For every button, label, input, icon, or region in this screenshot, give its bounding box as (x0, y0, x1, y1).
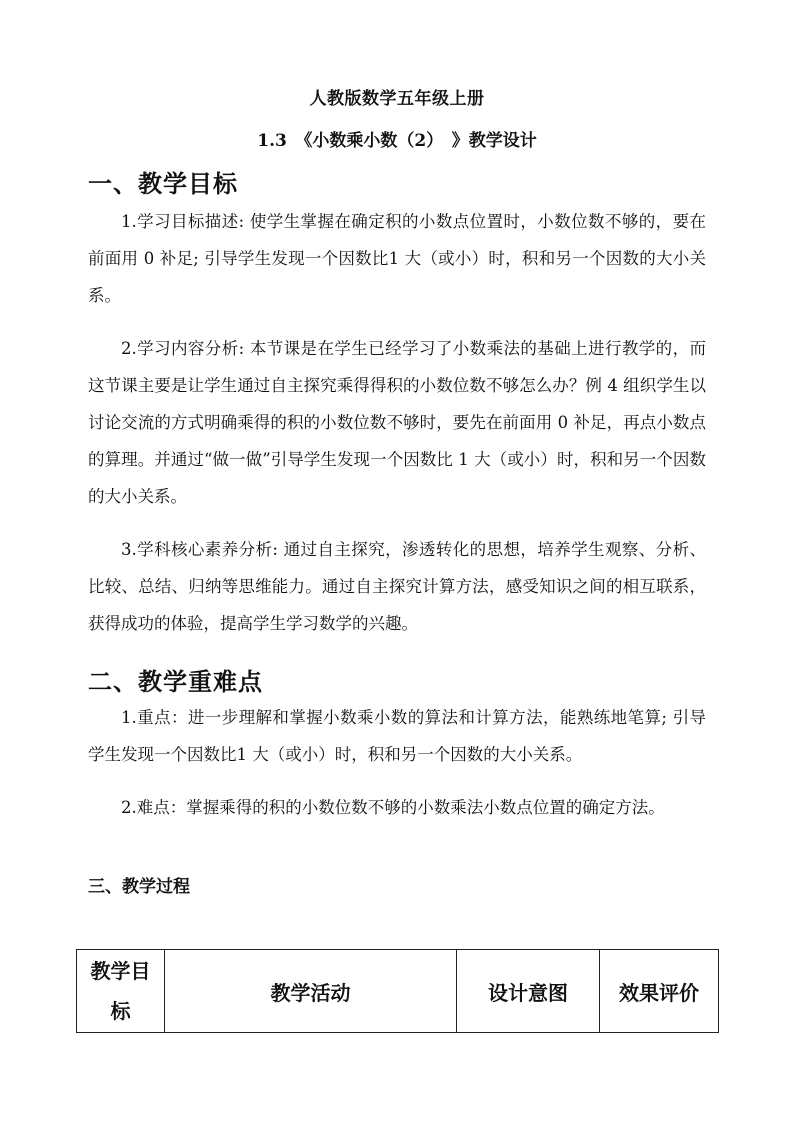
header-teaching-goal-line1: 教学目 (90, 959, 151, 983)
table-header-row (77, 950, 719, 1033)
paragraph-content-analysis: 2.学习内容分析: 本节课是在学生已经学习了小数乘法的基础上进行教学的，而这节课主要是让学生通过自主探究乘得得积的小数位数不够怎么办？例 4 组织学生以讨论交流的方式明确乘得的积的小数位数不够时，要先在前面用 0 补足，再点小数点的算理。并通过“做一做”引导学生发现一个因数比 1 大（或小）时，积和另一个因数的大小关系。 (88, 339, 706, 506)
header-teaching-goal (77, 950, 165, 1033)
section-heading-key-points: 二、教学重难点 (88, 667, 263, 696)
paragraph-objective-description: 1.学习目标描述: 使学生掌握在确定积的小数点位置时，小数位数不够的，要在前面用 0 补足; 引导学生发现一个因数比1 大（或小）时，积和另一个因数的大小关系。 (88, 212, 706, 305)
header-teaching-activity: 教学活动 (165, 950, 457, 1033)
paragraph-key-point: 1.重点：进一步理解和掌握小数乘小数的算法和计算方法，能熟练地笔算; 引导学生发现一个因数比1 大（或小）时，积和另一个因数的大小关系。 (88, 708, 706, 764)
paragraph-difficult-point: 2.难点：掌握乘得的积的小数位数不够的小数乘法小数点位置的确定方法。 (121, 798, 665, 817)
section-heading-objectives: 一、教学目标 (88, 169, 238, 198)
teaching-process-table (76, 949, 719, 1033)
document-subtitle: 1.3 《小数乘小数（2） 》教学设计 (257, 131, 537, 151)
header-design-intent: 设计意图 (457, 950, 600, 1033)
paragraph-core-literacy: 3.学科核心素养分析: 通过自主探究，渗透转化的思想，培养学生观察、分析、比较、总结、归纳等思维能力。通过自主探究计算方法，感受知识之间的相互联系，获得成功的体验，提高学生学习数学的兴趣。 (88, 540, 706, 633)
header-teaching-goal-line2: 标 (110, 999, 131, 1023)
header-effect-evaluation: 效果评价 (600, 950, 719, 1033)
document-title: 人教版数学五年级上册 (309, 89, 485, 109)
section-heading-process: 三、教学过程 (88, 877, 190, 897)
